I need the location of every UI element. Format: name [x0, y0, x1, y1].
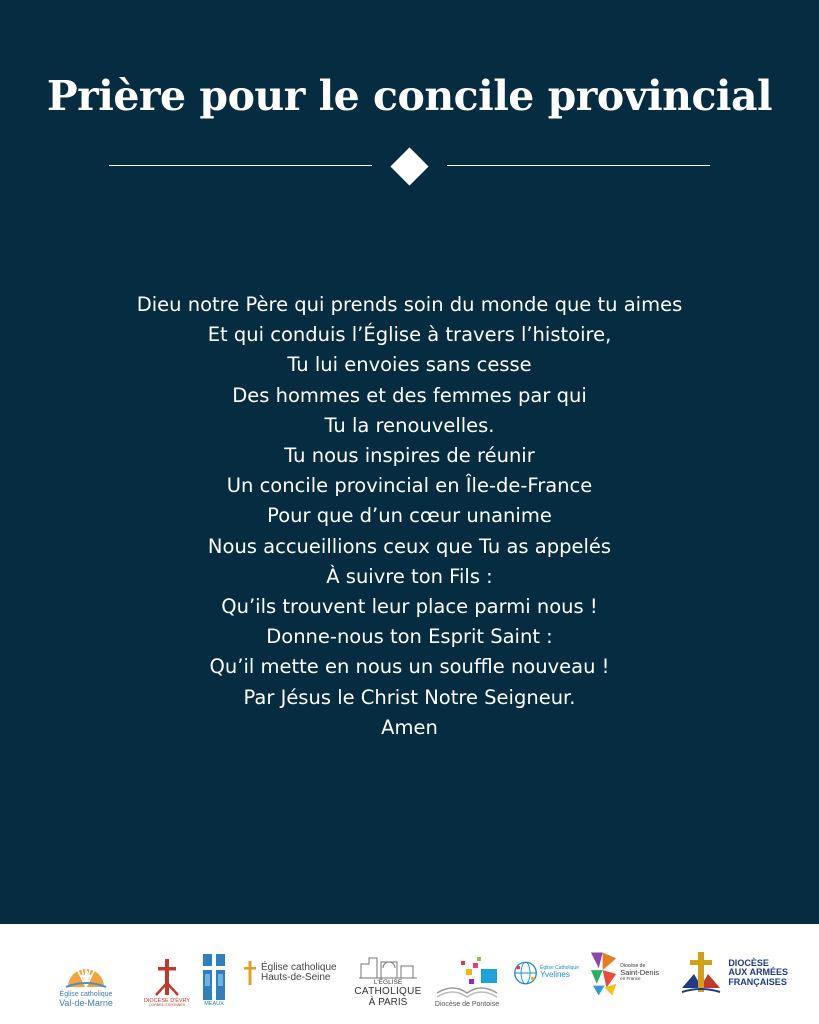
armees-line1: DIOCÈSE	[728, 957, 769, 968]
page-title: Prière pour le concile provincial	[46, 72, 773, 120]
hauts-de-seine-line1: Église catholique	[261, 961, 337, 973]
yvelines-line1: Église Catholique	[540, 965, 579, 972]
meaux-emblem-icon	[201, 952, 227, 1002]
evry-line2: CORBEIL-ESSONNES	[149, 1003, 185, 1008]
prayer-text	[0, 290, 819, 743]
stained-glass-icon	[589, 948, 618, 998]
armees-logo	[668, 938, 788, 1008]
paris-line1: L'ÉGLISE	[373, 979, 403, 987]
val-de-marne-logo	[40, 938, 132, 1008]
paris-line2: CATHOLIQUE	[354, 986, 422, 997]
yvelines-line2: Yvelines	[540, 970, 570, 980]
saint-denis-line1: Diocèse de	[620, 963, 646, 970]
sunburst-icon	[64, 957, 108, 991]
yvelines-logo	[513, 938, 579, 1008]
prayer-line: Nous accueillions ceux que Tu as appelés	[207, 534, 612, 558]
prayer-line: Dieu notre Père qui prends soin du monde que tu aimes	[136, 293, 683, 316]
saint-denis-logo	[589, 938, 659, 1008]
prayer-line: Par Jésus le Christ Notre Seigneur.	[243, 685, 576, 709]
prayer-line: À suivre ton Fils :	[326, 564, 493, 588]
saint-denis-line3: en France	[620, 976, 641, 982]
val-de-marne-line1: Église catholique	[59, 991, 113, 999]
cathedral-icon	[357, 954, 419, 980]
hauts-de-seine-logo	[242, 938, 342, 1008]
divider-right-line	[447, 165, 710, 166]
prayer-line: Des hommes et des femmes par qui	[232, 383, 587, 407]
paris-logo	[350, 938, 426, 1008]
cross-flag-icon	[680, 948, 722, 998]
saint-denis-line2: Saint-Denis	[620, 968, 659, 978]
meaux-logo	[196, 938, 232, 1008]
armees-line2: AUX ARMÉES	[728, 967, 788, 978]
paris-line3: À PARIS	[368, 996, 408, 1008]
prayer-line: Amen	[381, 715, 438, 739]
meaux-line1: MEAUX	[204, 1001, 224, 1008]
prayer-line: Qu’ils trouvent leur place parmi nous !	[221, 595, 598, 619]
prayer-line: Tu la renouvelles.	[324, 413, 495, 437]
globe-icon	[513, 959, 538, 987]
pontoise-logo	[432, 938, 502, 1008]
pontoise-line1: Diocèse de Pontoise	[434, 1000, 500, 1008]
evry-logo	[137, 938, 197, 1008]
prayer-line: Un concile provincial en Île-de-France	[226, 474, 593, 498]
colorful-squares-icon	[433, 955, 501, 1001]
prayer-line: Et qui conduis l’Église à travers l’histoire,	[207, 323, 612, 347]
cross-icon	[154, 957, 180, 999]
prayer-line: Donne-nous ton Esprit Saint :	[266, 625, 553, 649]
prayer-line: Tu nous inspires de réunir	[284, 444, 535, 468]
prayer-line: Tu lui envoies sans cesse	[287, 353, 532, 377]
val-de-marne-line2: Val-de-Marne	[59, 997, 113, 1008]
hauts-de-seine-line2: Hauts-de-Seine	[261, 972, 331, 983]
cross-icon	[242, 959, 258, 987]
evry-line1: DIOCÈSE D'ÉVRY	[143, 997, 191, 1004]
divider-left-line	[109, 165, 372, 166]
armees-line3: FRANÇAISES	[728, 976, 787, 987]
prayer-line: Pour que d’un cœur unanime	[267, 504, 552, 528]
prayer-line: Qu’il mette en nous un souffle nouveau !	[209, 655, 610, 679]
diamond-ornament	[390, 147, 428, 185]
